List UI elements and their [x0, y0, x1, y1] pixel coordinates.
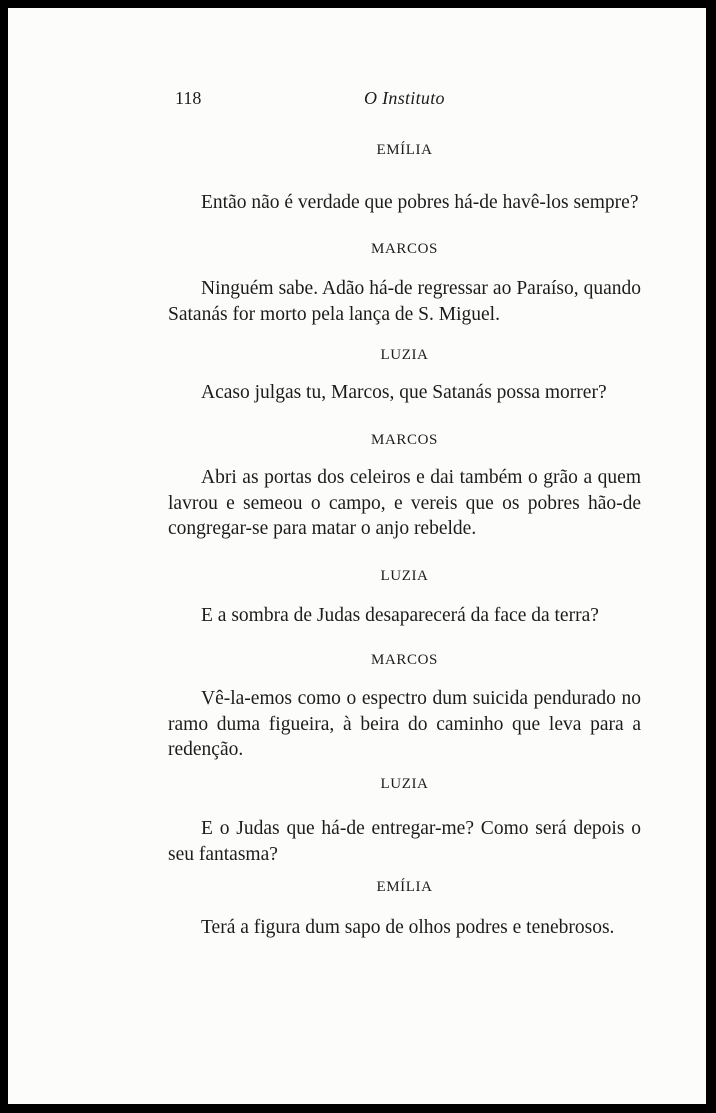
- speech-text: Terá a figura dum sapo de olhos podres e tenebrosos.: [201, 917, 615, 938]
- speech-block: [168, 380, 641, 406]
- speaker-name: MARCOS: [371, 432, 438, 448]
- speech-text: Ninguém sabe. Adão há-de regressar ao Paraíso, quando Satanás for morto pela lança de S. Miguel.: [168, 278, 641, 325]
- speech-text: Então não é verdade que pobres há-de havê-los sempre?: [201, 192, 639, 213]
- book-page: [8, 8, 706, 1104]
- speaker-name: MARCOS: [371, 241, 438, 257]
- speaker-name: EMÍLIA: [376, 879, 433, 895]
- speech-block: [168, 190, 641, 216]
- speaker-name: EMÍLIA: [376, 142, 433, 158]
- page-number: 118: [175, 88, 202, 108]
- speech-text: Abri as portas dos celeiros e dai também o grão a quem lavrou e semeou o campo, e vereis que os pobres hão-de congregar-se para matar o anjo rebelde.: [168, 467, 641, 539]
- speech-text: E a sombra de Judas desaparecerá da face da terra?: [201, 605, 599, 626]
- speaker-name: LUZIA: [380, 776, 429, 792]
- speech-block: [168, 915, 641, 941]
- speech-text: Acaso julgas tu, Marcos, que Satanás possa morrer?: [201, 382, 607, 403]
- speech-text: E o Judas que há-de entregar-me? Como será depois o seu fantasma?: [168, 818, 641, 865]
- speech-block: [168, 686, 641, 763]
- speech-block: [168, 276, 641, 327]
- running-title: O Instituto: [364, 88, 445, 108]
- speaker-name: LUZIA: [380, 568, 429, 584]
- speech-block: [168, 465, 641, 542]
- speaker-name: MARCOS: [371, 652, 438, 668]
- speaker-name: LUZIA: [380, 347, 429, 363]
- speech-block: [168, 816, 641, 867]
- speech-block: [168, 603, 641, 629]
- speech-text: Vê-la-emos como o espectro dum suicida pendurado no ramo duma figueira, à beira do caminho que leva para a redenção.: [168, 688, 641, 760]
